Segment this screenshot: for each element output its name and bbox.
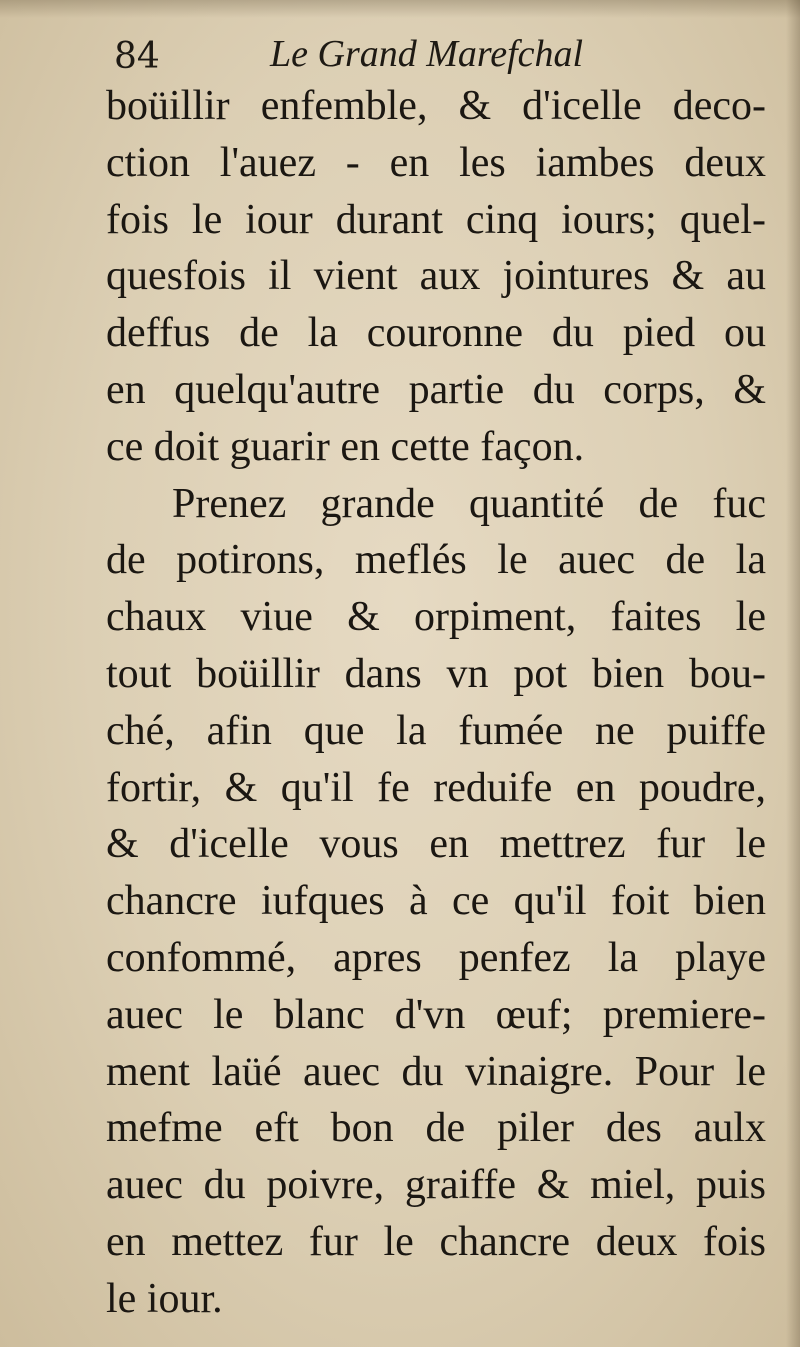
text-line: quesfois il vient aux jointures & au [106,253,766,300]
text-line: chaux viue & orpiment, faites le [106,594,766,641]
text-line: Prenez grande quantité de fuc [172,480,766,527]
text-line: en mettez fur le chancre deux fois [106,1218,766,1265]
text-line: ché, afin que la fumée ne puiffe [106,707,766,754]
text-line: le iour. [106,1275,223,1322]
text-line: confommé, apres penfez la playe [106,934,766,981]
text-line: ment laüé auec du vinaigre. Pour le [106,1048,766,1095]
text-line: auec le blanc d'vn œuf; premiere- [106,991,766,1038]
text-line: ce doit guarir en cette façon. [106,423,585,470]
running-title: Le Grand Marefchal [270,33,584,75]
text-line: en quelqu'autre partie du corps, & [106,366,766,413]
paragraph-recipe [106,476,766,1328]
text-line: chancre iufques à ce qu'il foit bien [106,878,766,925]
paragraph-continuation [106,78,766,476]
text-line: ction l'auez - en les iambes deux [106,139,766,186]
text-line: mefme eft bon de piler des aulx [106,1105,766,1152]
text-line: fortir, & qu'il fe reduife en poudre, [106,764,766,811]
text-line: deffus de la couronne du pied ou [106,310,766,357]
running-head [114,30,674,80]
text-line: auec du poivre, graiffe & miel, puis [106,1162,766,1209]
page-number: 84 [114,36,160,77]
text-line: fois le iour durant cinq iours; quel- [106,196,766,243]
body-text [106,78,766,1328]
text-line: tout boüillir dans vn pot bien bou- [106,650,766,697]
text-line: & d'icelle vous en mettrez fur le [106,821,766,868]
text-line: boüillir enfemble, & d'icelle deco- [106,83,766,129]
text-line: de potirons, meflés le auec de la [106,537,766,584]
